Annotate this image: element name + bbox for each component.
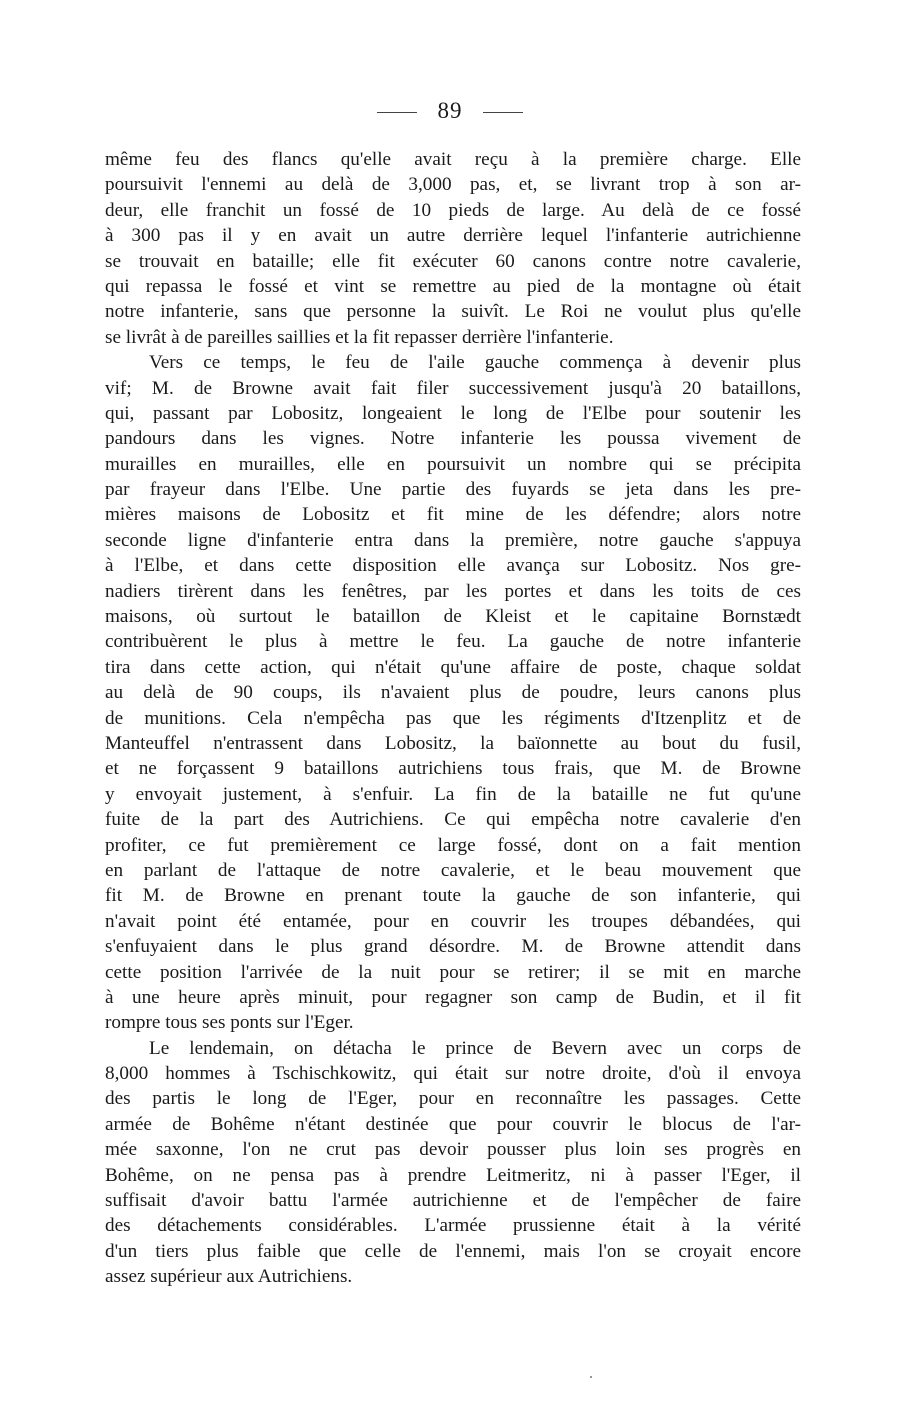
text-line: se livrât à de pareilles saillies et la fit repasser derrière l'infanterie. [105,326,614,348]
text-line: s'enfuyaient dans le plus grand désordre. M. de Browne attendit dans [105,936,801,958]
text-line: cette position l'arrivée de la nuit pour se retirer; il se mit en marche [105,961,801,983]
text-line: se trouvait en bataille; elle fit exécuter 60 canons contre notre cavalerie, [105,250,801,272]
text-line: en parlant de l'attaque de notre cavalerie, et le beau mouvement que [105,859,801,881]
text-line: tira dans cette action, qui n'était qu'une affaire de poste, chaque soldat [105,656,801,678]
text-line: n'avait point été entamée, pour en couvrir les troupes débandées, qui [105,910,801,932]
text-line: à une heure après minuit, pour regagner son camp de Budin, et il fit [105,986,801,1008]
text-line: des partis le long de l'Eger, pour en reconnaître les passages. Cette [105,1088,801,1110]
text-line: qui repassa le fossé et vint se remettre au pied de la montagne où était [105,275,801,297]
text-line: y envoyait justement, à s'enfuir. La fin de la bataille ne fut qu'une [105,783,801,805]
text-line: notre infanterie, sans que personne la suivît. Le Roi ne voulut plus qu'elle [105,301,801,323]
text-line: murailles en murailles, elle en poursuivit un nombre qui se précipita [105,453,801,475]
text-line: des détachements considérables. L'armée prussienne était à la vérité [105,1215,801,1237]
text-line: pandours dans les vignes. Notre infanterie les poussa vivement de [105,428,801,450]
text-line: poursuivit l'ennemi au delà de 3,000 pas, et, se livrant trop à son ar- [105,174,801,196]
text-line: contribuèrent le plus à mettre le feu. La gauche de notre infanterie [105,631,801,653]
text-line: nadiers tirèrent dans les fenêtres, par les portes et dans les toits de ces [105,580,801,602]
text-line: suffisait d'avoir battu l'armée autrichienne et de l'empêcher de faire [105,1190,801,1212]
text-line: profiter, ce fut premièrement ce large fossé, dont on a fait mention [105,834,801,856]
text-line: rompre tous ses ponts sur l'Eger. [105,1012,354,1034]
text-line: mée saxonne, l'on ne crut pas devoir pousser plus loin ses progrès en [105,1139,801,1161]
text-line: et ne forçassent 9 bataillons autrichiens tous frais, que M. de Browne [105,758,801,780]
text-line: même feu des flancs qu'elle avait reçu à la première charge. Elle [105,149,801,170]
text-line: maisons, où surtout le bataillon de Kleist et le capitaine Bornstædt [105,606,801,628]
header-dash-right [483,112,523,113]
text-line: qui, passant par Lobositz, longeaient le long de l'Elbe pour soutenir les [105,402,801,424]
text-line: à 300 pas il y en avait un autre derrière lequel l'infanterie autrichienne [105,225,801,247]
header-dash-left [377,112,417,113]
text-line: à l'Elbe, et dans cette disposition elle avança sur Lobositz. Nos gre- [105,555,801,577]
text-line: Vers ce temps, le feu de l'aile gauche commença à devenir plus [149,352,801,374]
text-line: Manteuffel n'entrassent dans Lobositz, la baïonnette au bout du fusil, [105,732,801,754]
text-line: d'un tiers plus faible que celle de l'ennemi, mais l'on se croyait encore [105,1240,801,1262]
text-line: seconde ligne d'infanterie entra dans la première, notre gauche s'appuya [105,529,801,551]
ink-speck [590,1376,592,1378]
page-number: 89 [437,98,463,123]
text-line: assez supérieur aux Autrichiens. [105,1266,353,1288]
text-line: deur, elle franchit un fossé de 10 pieds de large. Au delà de ce fossé [105,199,801,221]
text-line: fit M. de Browne en prenant toute la gauche de son infanterie, qui [105,885,801,907]
text-line: au delà de 90 coups, ils n'avaient plus de poudre, leurs canons plus [105,682,801,704]
page-header [0,96,900,126]
text-line: vif; M. de Browne avait fait filer successivement jusqu'à 20 bataillons, [105,377,801,399]
text-line: Le lendemain, on détacha le prince de Bevern avec un corps de [149,1037,801,1059]
text-line: de munitions. Cela n'empêcha pas que les régiments d'Itzenplitz et de [105,707,801,729]
text-line: mières maisons de Lobositz et fit mine de les défendre; alors notre [105,504,801,526]
text-line: armée de Bohême n'étant destinée que pour couvrir le blocus de l'ar- [105,1113,801,1135]
text-line: 8,000 hommes à Tschischkowitz, qui était sur notre droite, d'où il envoya [105,1063,801,1085]
body-text [105,147,801,1290]
text-line: par frayeur dans l'Elbe. Une partie des fuyards se jeta dans les pre- [105,479,801,501]
text-line: fuite de la part des Autrichiens. Ce qui empêcha notre cavalerie d'en [105,809,801,831]
text-line: Bohême, on ne pensa pas à prendre Leitmeritz, ni à passer l'Eger, il [105,1164,801,1186]
